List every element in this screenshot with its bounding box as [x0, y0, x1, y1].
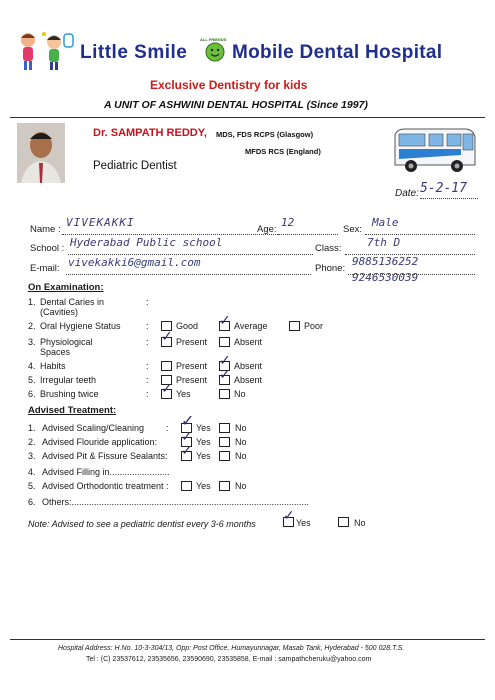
exam-3-label: Physiological	[40, 337, 93, 347]
doctor-role: Pediatric Dentist	[93, 160, 177, 172]
exam-6-label: Brushing twice	[40, 389, 99, 399]
doctor-name: Dr. SAMPATH REDDY,	[93, 127, 207, 139]
spaces-absent-checkbox[interactable]	[219, 337, 230, 347]
email-label: E-mail:	[30, 263, 60, 274]
scaling-no-checkbox[interactable]	[219, 423, 230, 433]
treat-3-label: Advised Pit & Fissure Sealants:	[42, 451, 168, 461]
flouride-yes-label: Yes	[196, 437, 211, 447]
name-value: VIVEKAKKI	[66, 216, 135, 229]
habits-present-label: Present	[176, 361, 208, 371]
sealants-yes-check-icon: ✓	[181, 443, 193, 459]
treat-1-num: 1.	[28, 423, 36, 433]
exam-1-num: 1.	[28, 297, 36, 307]
sealants-no-label: No	[235, 451, 247, 461]
exam-6-colon: :	[146, 389, 149, 399]
spaces-absent-label: Absent	[234, 337, 263, 347]
age-line	[278, 234, 338, 235]
sex-line	[365, 234, 475, 235]
exam-1-colon: :	[146, 297, 149, 307]
phone-value-1: 9885136252	[352, 255, 419, 268]
doctor-quals-1: MDS, FDS RCPS (Glasgow)	[216, 130, 314, 139]
header-divider	[10, 117, 485, 118]
scaling-yes-check-icon: ✓	[181, 411, 195, 430]
phone-label: Phone:	[315, 263, 346, 274]
brushing-yes-label: Yes	[176, 389, 191, 399]
treat-1-label: Advised Scaling/Cleaning	[42, 423, 145, 433]
treat-4-label: Advised Filling in........................	[42, 467, 170, 477]
kids-logo	[14, 28, 76, 72]
hygiene-average-label: Average	[234, 321, 268, 331]
exam-5-num: 5.	[28, 375, 36, 385]
exam-2-colon: :	[146, 321, 149, 331]
hygiene-average-check-icon: ✓	[219, 313, 231, 329]
treat-5-num: 5.	[28, 481, 36, 491]
badge-text: ALL FRIENDS	[200, 37, 227, 42]
exam-5-colon: :	[146, 375, 149, 385]
class-value: 7th D	[367, 236, 401, 249]
note-yes-label: Yes	[296, 518, 311, 528]
hygiene-poor-label: Poor	[304, 321, 324, 331]
treat-6-label: Others:...............................................................................................	[42, 497, 310, 507]
exam-4-num: 4.	[28, 361, 36, 371]
hospital-title-left: Little Smile	[80, 42, 188, 63]
phone-value-2: 9246530039	[352, 271, 419, 284]
smiley-tooth-badge	[203, 39, 227, 63]
class-label: Class:	[315, 243, 342, 254]
exam-1-label2: (Cavities)	[40, 307, 79, 317]
exam-2-num: 2.	[28, 321, 36, 331]
footer-address: Hospital Address: H.No. 10-3-304/13, Opp: Post Office, Humayunnagar, Masab Tank, Hyderabad - 500 028.T.S.	[58, 645, 405, 652]
examination-heading: On Examination:	[28, 282, 104, 293]
note-text: Note: Advised to see a pediatric dentist every 3-6 months	[28, 519, 256, 529]
doctor-photo	[17, 123, 65, 183]
exam-6-num: 6.	[28, 389, 36, 399]
spaces-present-label: Present	[176, 337, 208, 347]
age-label: Age:	[257, 224, 277, 235]
ortho-no-label: No	[235, 481, 247, 491]
spaces-present-check-icon: ✓	[161, 329, 173, 345]
date-label: Date:	[395, 188, 419, 199]
exam-1-label: Dental Caries in	[40, 297, 105, 307]
unit-line: A UNIT OF ASHWINI DENTAL HOSPITAL (Since 1997)	[104, 99, 368, 111]
sealants-yes-label: Yes	[196, 451, 211, 461]
treatment-heading: Advised Treatment:	[28, 405, 117, 416]
footer-divider	[10, 639, 485, 640]
exam-4-colon: :	[146, 361, 149, 371]
exam-3-num: 3.	[28, 337, 36, 347]
school-value: Hyderabad Public school	[70, 236, 223, 249]
flouride-no-label: No	[235, 437, 247, 447]
hygiene-good-label: Good	[176, 321, 199, 331]
name-label: Name :	[30, 224, 61, 235]
habits-absent-check-icon: ✓	[219, 353, 231, 369]
treat-6-num: 6.	[28, 497, 36, 507]
irregular-absent-label: Absent	[234, 375, 263, 385]
email-line	[66, 274, 311, 275]
date-value: 5-2-17	[420, 181, 467, 196]
school-label: School :	[30, 243, 65, 254]
phone-line	[348, 274, 475, 275]
treat-2-label: Advised Flouride application:	[42, 437, 158, 447]
email-value: vivekakki6@gmail.com	[68, 256, 201, 269]
footer-contact: Tel : (C) 23537612, 23535656, 23590690, 23535858, E-mail : sampathcheruku@yahoo.com	[86, 656, 372, 663]
hygiene-poor-checkbox[interactable]	[289, 321, 300, 331]
treat-3-num: 3.	[28, 451, 36, 461]
exam-2-label: Oral Hygiene Status	[40, 321, 121, 331]
hospital-title-right: Mobile Dental Hospital	[232, 42, 443, 63]
treat-1-colon: :	[166, 423, 169, 433]
scaling-yes-label: Yes	[196, 423, 211, 433]
date-line	[420, 198, 478, 199]
exam-5-label: Irregular teeth	[40, 375, 97, 385]
ortho-yes-checkbox[interactable]	[181, 481, 192, 491]
irregular-present-label: Present	[176, 375, 208, 385]
sealants-no-checkbox[interactable]	[219, 451, 230, 461]
exam-3-label2: Spaces	[40, 347, 71, 357]
doctor-quals-2: MFDS RCS (England)	[245, 147, 321, 156]
ortho-no-checkbox[interactable]	[219, 481, 230, 491]
habits-absent-label: Absent	[234, 361, 263, 371]
brushing-yes-check-icon: ✓	[161, 381, 173, 397]
flouride-no-checkbox[interactable]	[219, 437, 230, 447]
flouride-yes-check-icon: ✓	[181, 429, 193, 445]
ortho-yes-label: Yes	[196, 481, 211, 491]
exam-4-label: Habits	[40, 361, 66, 371]
mobile-dental-bus	[391, 125, 477, 177]
note-no-label: No	[354, 518, 366, 528]
school-line	[68, 254, 313, 255]
treat-2-num: 2.	[28, 437, 36, 447]
treat-4-num: 4.	[28, 467, 36, 477]
brushing-no-checkbox[interactable]	[219, 389, 230, 399]
age-value: 12	[281, 216, 295, 229]
brushing-no-label: No	[234, 389, 246, 399]
treat-5-label: Advised Orthodontic treatment :	[42, 481, 169, 491]
scaling-no-label: No	[235, 423, 247, 433]
sex-label: Sex:	[343, 224, 363, 235]
irregular-absent-check-icon: ✓	[219, 367, 231, 383]
note-yes-check-icon: ✓	[283, 508, 295, 524]
note-no-checkbox[interactable]	[338, 517, 349, 527]
tagline: Exclusive Dentistry for kids	[150, 78, 308, 92]
exam-3-colon: :	[146, 337, 149, 347]
habits-present-checkbox[interactable]	[161, 361, 172, 371]
sex-value: Male	[372, 216, 399, 229]
